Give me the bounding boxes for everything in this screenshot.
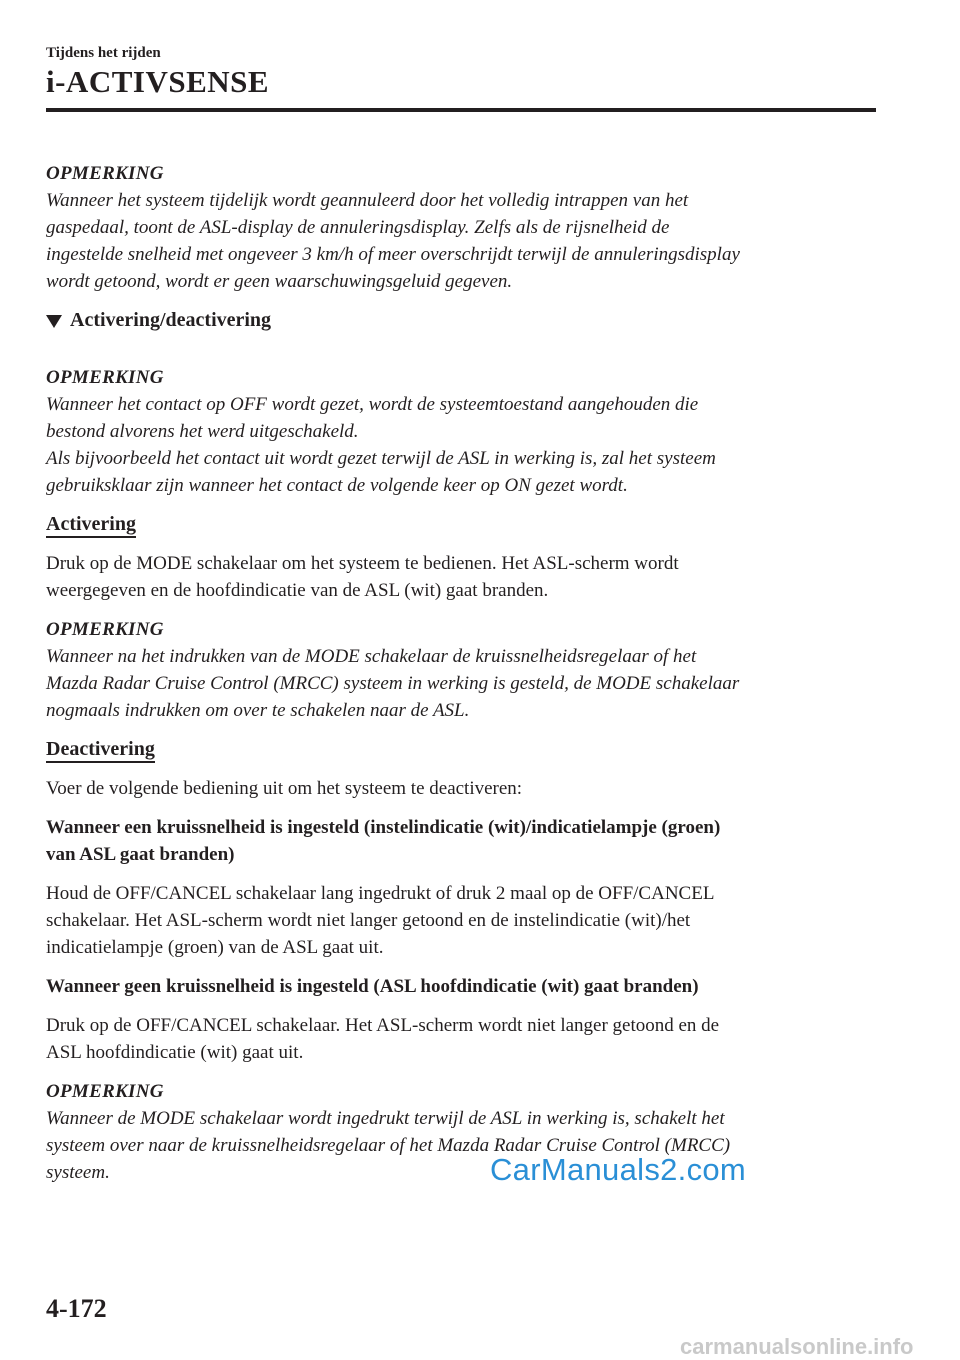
section-title: i-ACTIVSENSE: [46, 64, 270, 99]
note-line: gebruiksklaar zijn wanneer het contact de volgende keer op ON gezet wordt.: [46, 475, 628, 496]
note-heading: OPMERKING: [46, 1081, 164, 1102]
note-line: Wanneer de MODE schakelaar wordt ingedrukt terwijl de ASL in werking is, schakelt het: [46, 1108, 725, 1129]
body-line: Voer de volgende bediening uit om het systeem te deactiveren:: [46, 778, 523, 799]
note-heading: OPMERKING: [46, 163, 164, 184]
page-content: [46, 160, 876, 1186]
subheading-deactivering: [46, 736, 876, 763]
note-line: Wanneer het systeem tijdelijk wordt geannuleerd door het volledig intrappen van het: [46, 190, 689, 211]
page-number: 4-172: [46, 1294, 107, 1323]
section-heading-text: Activering/deactivering: [70, 309, 272, 331]
note-heading: OPMERKING: [46, 619, 164, 640]
body-line: ASL hoofdindicatie (wit) gaat uit.: [46, 1042, 304, 1063]
note-line: Wanneer het contact op OFF wordt gezet, wordt de systeemtoestand aangehouden die: [46, 394, 699, 415]
body-line: Houd de OFF/CANCEL schakelaar lang ingedrukt of druk 2 maal op de OFF/CANCEL: [46, 883, 715, 904]
note-line: Als bijvoorbeeld het contact uit wordt gezet terwijl de ASL in werking is, zal het systeem: [46, 448, 716, 469]
case-heading: van ASL gaat branden): [46, 844, 235, 865]
footer-url: carmanualsonline.info: [680, 1334, 914, 1359]
body-line: weergegeven en de hoofdindicatie van de ASL (wit) gaat branden.: [46, 580, 549, 601]
note-line: Mazda Radar Cruise Control (MRCC) systeem in werking is gesteld, de MODE schakelaar: [46, 673, 740, 694]
body-line: indicatielampje (groen) van de ASL gaat uit.: [46, 937, 384, 958]
body-line: Druk op de MODE schakelaar om het systeem te bedienen. Het ASL-scherm wordt: [46, 553, 679, 574]
subheading-text: Activering: [46, 513, 136, 538]
watermark-logo: CarManuals2.com: [490, 1152, 747, 1187]
chapter-label: Tijdens het rijden: [46, 45, 161, 61]
note-line: ingestelde snelheid met ongeveer 3 km/h of meer overschrijdt terwijl de annuleringsdisplay: [46, 244, 740, 265]
case-heading: Wanneer geen kruissnelheid is ingesteld (ASL hoofdindicatie (wit) gaat branden): [46, 976, 699, 997]
triangle-down-icon: [46, 315, 62, 328]
note-line: Wanneer na het indrukken van de MODE schakelaar de kruissnelheidsregelaar of het: [46, 646, 697, 667]
header-rule: [46, 108, 876, 112]
note-line: gaspedaal, toont de ASL-display de annuleringsdisplay. Zelfs als de rijsnelheid de: [46, 217, 670, 238]
body-line: schakelaar. Het ASL-scherm wordt niet langer getoond en de instelindicatie (wit)/het: [46, 910, 691, 931]
note-line: systeem over naar de kruissnelheidsregelaar of het Mazda Radar Cruise Control (MRCC): [46, 1135, 731, 1156]
page-header: [46, 44, 876, 100]
subheading-activering: [46, 511, 876, 538]
note-line: wordt getoond, wordt er geen waarschuwingsgeluid gegeven.: [46, 271, 513, 292]
case-heading: Wanneer een kruissnelheid is ingesteld (instelindicatie (wit)/indicatielampje (groen): [46, 817, 721, 838]
note-block-3: [46, 616, 876, 724]
body-line: Druk op de OFF/CANCEL schakelaar. Het ASL-scherm wordt niet langer getoond en de: [46, 1015, 720, 1036]
note-block-1: [46, 160, 876, 295]
section-heading-activering-deactivering: [46, 307, 876, 334]
note-line: bestond alvorens het werd uitgeschakeld.: [46, 421, 359, 442]
note-block-4: [46, 1078, 876, 1186]
note-line: nogmaals indrukken om over te schakelen naar de ASL.: [46, 700, 470, 721]
subheading-text: Deactivering: [46, 738, 155, 763]
note-block-2: [46, 364, 876, 499]
note-heading: OPMERKING: [46, 367, 164, 388]
note-line: systeem.: [46, 1162, 110, 1183]
